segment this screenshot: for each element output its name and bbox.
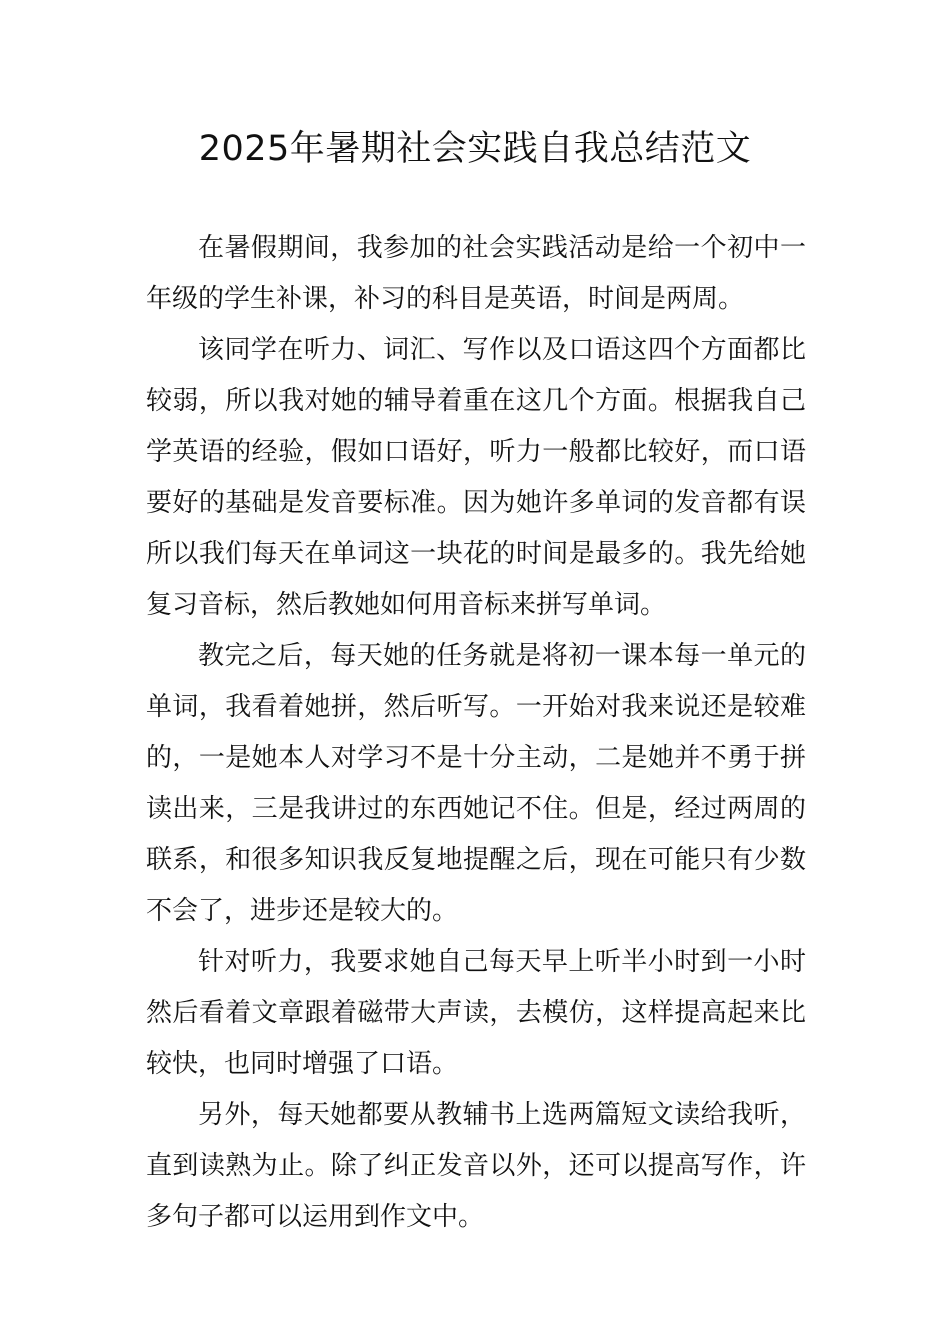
document-title: 2025年暑期社会实践自我总结范文	[198, 129, 752, 169]
document-body	[146, 223, 806, 1243]
paragraph-5: 另外，每天她都要从教辅书上选两篇短文读给我听，直到读熟为止。除了纠正发音以外，还可以提高写作，许多句子都可以运用到作文中。	[146, 1100, 806, 1232]
paragraph-1: 在暑假期间，我参加的社会实践活动是给一个初中一年级的学生补课，补习的科目是英语，时间是两周。	[146, 233, 806, 314]
paragraph-3: 教完之后，每天她的任务就是将初一课本每一单元的单词，我看着她拼，然后听写。一开始对我来说还是较难的，一是她本人对学习不是十分主动，二是她并不勇于拼读出来，三是我讲过的东西她记不住。但是，经过两周的联系，和很多知识我反复地提醒之后，现在可能只有少数不会了，进步还是较大的。	[146, 641, 806, 926]
paragraph-4: 针对听力，我要求她自己每天早上听半小时到一小时然后看着文章跟着磁带大声读，去模仿，这样提高起来比较快，也同时增强了口语。	[146, 947, 806, 1079]
paragraph-2: 该同学在听力、词汇、写作以及口语这四个方面都比较弱，所以我对她的辅导着重在这几个方面。根据我自己学英语的经验，假如口语好，听力一般都比较好，而口语要好的基础是发音要标准。因为她许多单词的发音都有误所以我们每天在单词这一块花的时间是最多的。我先给她复习音标，然后教她如何用音标来拼写单词。	[146, 335, 806, 620]
